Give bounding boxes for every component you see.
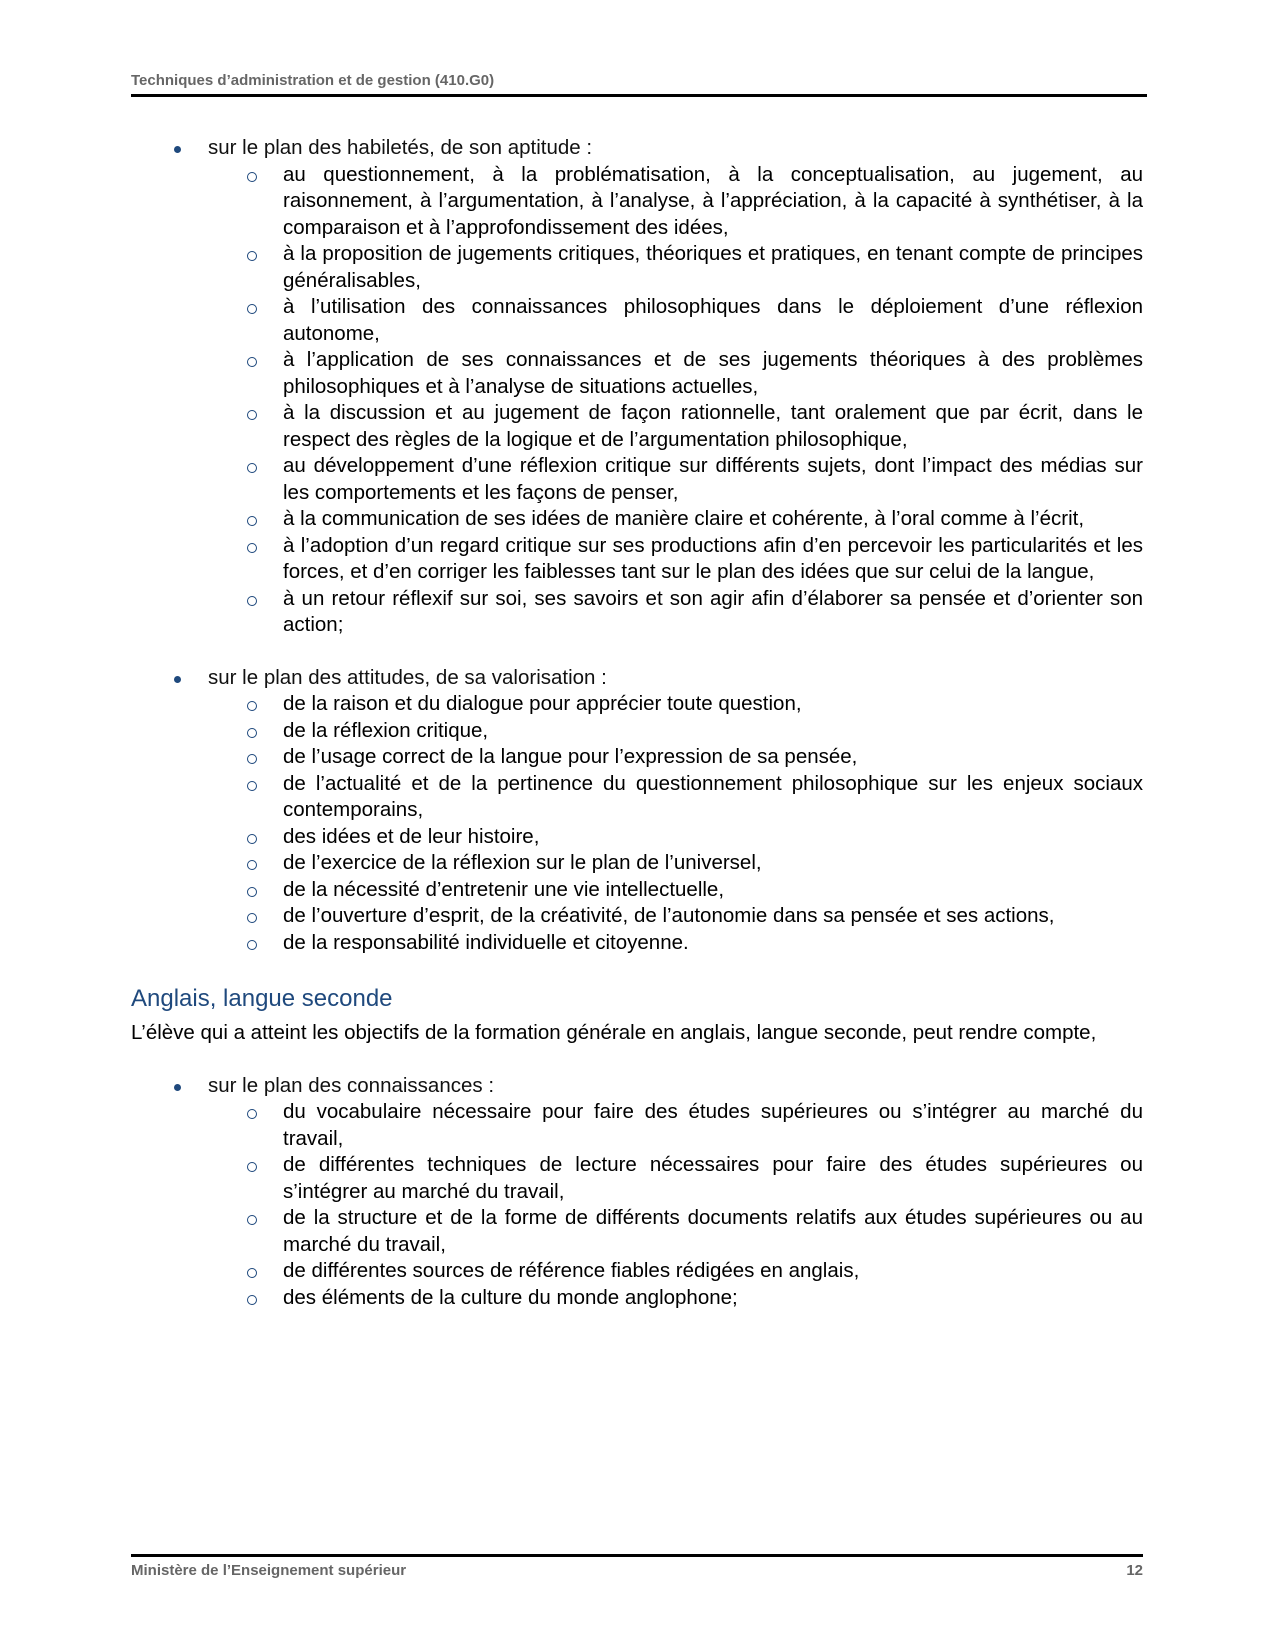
- circle-bullet-icon: [247, 463, 257, 473]
- intro-paragraph: L’élève qui a atteint les objectifs de la formation générale en anglais, langue seconde, peut rendre compte,: [131, 1021, 1097, 1044]
- circle-bullet-icon: [247, 251, 257, 261]
- circle-bullet-icon: [247, 860, 257, 870]
- circle-bullet-icon: [247, 728, 257, 738]
- section-attitudes-label: sur le plan des attitudes, de sa valorisation :: [131, 665, 1143, 692]
- attitudes-list: [131, 691, 1143, 956]
- list-item: au développement d’une réflexion critique sur différents sujets, dont l’impact des médias sur les comportements et les façons de penser,: [131, 453, 1143, 506]
- circle-bullet-icon: [247, 1215, 257, 1225]
- circle-bullet-icon: [247, 596, 257, 606]
- circle-bullet-icon: [247, 357, 257, 367]
- page-footer: [131, 1562, 1143, 1579]
- list-item: de la réflexion critique,: [131, 718, 1143, 745]
- spacer: [131, 1047, 1143, 1073]
- list-item: des idées et de leur histoire,: [131, 824, 1143, 851]
- circle-bullet-icon: [247, 1162, 257, 1172]
- list-item: de la responsabilité individuelle et citoyenne.: [131, 930, 1143, 957]
- circle-bullet-icon: [247, 1295, 257, 1305]
- list-item: à l’adoption d’un regard critique sur ses productions afin d’en percevoir les particularités et les forces, et d’en corriger les faiblesses tant sur le plan des idées que sur celui de la langue,: [131, 533, 1143, 586]
- list-item: du vocabulaire nécessaire pour faire des études supérieures ou s’intégrer au marché du travail,: [131, 1099, 1143, 1152]
- list-item: de l’actualité et de la pertinence du questionnement philosophique sur les enjeux sociaux contemporains,: [131, 771, 1143, 824]
- list-item: au questionnement, à la problématisation, à la conceptualisation, au jugement, au raisonnement, à l’argumentation, à l’analyse, à l’appréciation, à la capacité à synthétiser, à la comparaison et à l’approfondissement des idées,: [131, 162, 1143, 242]
- habiletes-list: [131, 162, 1143, 639]
- circle-bullet-icon: [247, 701, 257, 711]
- circle-bullet-icon: [247, 1268, 257, 1278]
- circle-bullet-icon: [247, 516, 257, 526]
- circle-bullet-icon: [247, 172, 257, 182]
- circle-bullet-icon: [247, 1109, 257, 1119]
- footer-ministry: Ministère de l’Enseignement supérieur: [131, 1562, 407, 1579]
- list-item: à un retour réflexif sur soi, ses savoirs et son agir afin d’élaborer sa pensée et d’orienter son action;: [131, 586, 1143, 639]
- list-item: à la proposition de jugements critiques, théoriques et pratiques, en tenant compte de principes généralisables,: [131, 241, 1143, 294]
- list-item: à la communication de ses idées de manière claire et cohérente, à l’oral comme à l’écrit,: [131, 506, 1143, 533]
- list-item: des éléments de la culture du monde anglophone;: [131, 1285, 1143, 1312]
- circle-bullet-icon: [247, 940, 257, 950]
- list-item: de l’exercice de la réflexion sur le plan de l’universel,: [131, 850, 1143, 877]
- circle-bullet-icon: [247, 754, 257, 764]
- circle-bullet-icon: [247, 410, 257, 420]
- circle-bullet-icon: [247, 304, 257, 314]
- list-item: de l’ouverture d’esprit, de la créativité, de l’autonomie dans sa pensée et ses actions,: [131, 903, 1143, 930]
- page-number: 12: [1126, 1562, 1143, 1579]
- section-habiletes-label: sur le plan des habiletés, de son aptitude :: [131, 135, 1143, 162]
- list-item: de la nécessité d’entretenir une vie intellectuelle,: [131, 877, 1143, 904]
- circle-bullet-icon: [247, 913, 257, 923]
- page-content: [131, 135, 1143, 1311]
- list-item: de la raison et du dialogue pour apprécier toute question,: [131, 691, 1143, 718]
- list-item: à l’utilisation des connaissances philosophiques dans le déploiement d’une réflexion autonome,: [131, 294, 1143, 347]
- list-item: de la structure et de la forme de différents documents relatifs aux études supérieures ou au marché du travail,: [131, 1205, 1143, 1258]
- circle-bullet-icon: [247, 543, 257, 553]
- circle-bullet-icon: [247, 887, 257, 897]
- bullet-icon: [174, 1084, 181, 1091]
- circle-bullet-icon: [247, 781, 257, 791]
- section-connaissances-label: sur le plan des connaissances :: [131, 1073, 1143, 1100]
- bullet-icon: [174, 146, 181, 153]
- header-title: Techniques d’administration et de gestion (410.G0): [131, 72, 495, 89]
- footer-divider: [131, 1554, 1143, 1557]
- list-item: de l’usage correct de la langue pour l’expression de sa pensée,: [131, 744, 1143, 771]
- connaissances-list: [131, 1099, 1143, 1311]
- list-item: de différentes techniques de lecture nécessaires pour faire des études supérieures ou s’intégrer au marché du travail,: [131, 1152, 1143, 1205]
- page-header: [131, 72, 1147, 90]
- circle-bullet-icon: [247, 834, 257, 844]
- list-item: à la discussion et au jugement de façon rationnelle, tant oralement que par écrit, dans le respect des règles de la logique et de l’argumentation philosophique,: [131, 400, 1143, 453]
- bullet-icon: [174, 676, 181, 683]
- list-item: à l’application de ses connaissances et de ses jugements théoriques à des problèmes philosophiques et à l’analyse de situations actuelles,: [131, 347, 1143, 400]
- spacer: [131, 639, 1143, 665]
- section-heading-anglais: Anglais, langue seconde: [131, 985, 393, 1012]
- list-item: de différentes sources de référence fiables rédigées en anglais,: [131, 1258, 1143, 1285]
- header-divider: [131, 94, 1147, 97]
